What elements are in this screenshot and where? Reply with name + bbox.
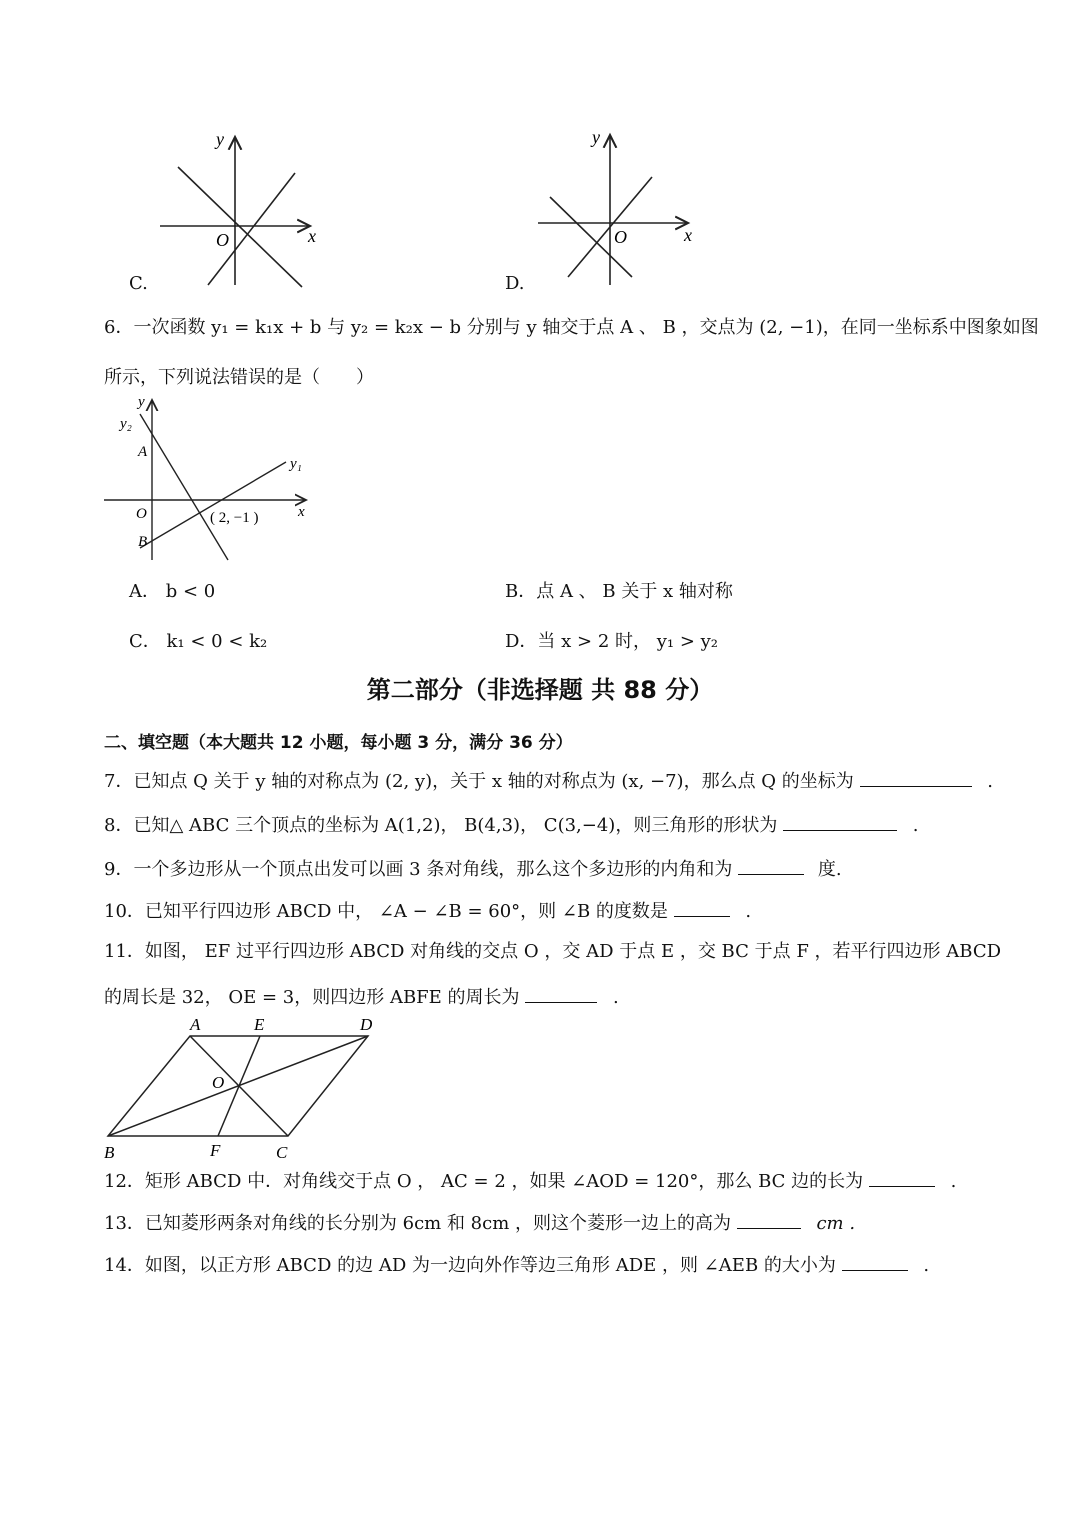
q7-text: 7．已知点 Q 关于 y 轴的对称点为 (2, y)，关于 x 轴的对称点为 (x, −7)，那么点 Q 的坐标为 — [104, 771, 854, 792]
q7-period: . — [987, 771, 993, 792]
q8-answer-blank[interactable] — [783, 812, 897, 831]
label-c: C — [276, 1143, 288, 1162]
option-c-label: C. — [129, 273, 148, 294]
q13 — [104, 1210, 855, 1236]
q12 — [104, 1168, 956, 1194]
q13-answer-blank[interactable] — [737, 1210, 801, 1229]
q8-text: 8．已知△ ABC 三个顶点的坐标为 A(1,2)， B(4,3)， C(3,−4)，则三角形的形状为 — [104, 815, 778, 836]
option-d-label: D. — [505, 273, 525, 294]
svg-text:x: x — [308, 226, 316, 246]
q6-y1-label: y₁ — [290, 456, 302, 472]
q13-unit: cm . — [816, 1213, 856, 1234]
segment-ef — [218, 1036, 260, 1136]
part2-title: 第二部分（非选择题 共 88 分） — [366, 676, 714, 704]
q12-text: 12．矩形 ABCD 中．对角线交于点 O ， AC = 2 ，如果 ∠AOD = 120°，那么 BC 边的长为 — [104, 1171, 864, 1192]
svg-text:x: x — [684, 225, 692, 245]
q9-answer-blank[interactable] — [738, 856, 804, 875]
graph-option-c — [150, 125, 330, 290]
q6-a-label: A — [138, 444, 148, 460]
q6-y2-label: y₂ — [120, 416, 132, 432]
svg-text:y: y — [216, 129, 224, 149]
q9-text: 9．一个多边形从一个顶点出发可以画 3 条对角线，那么这个多边形的内角和为 — [104, 859, 733, 880]
q9-unit: 度. — [817, 859, 842, 880]
q12-period: . — [950, 1171, 957, 1192]
q6-line1: 6．一次函数 y₁ = k₁x + b 与 y₂ = k₂x − b 分别与 y 轴交于点 A 、 B ，交点为 (2, −1)，在同一坐标系中图象如图 — [104, 317, 1039, 338]
q6-line2: 所示，下列说法错误的是（ ） — [104, 367, 374, 388]
q9 — [104, 856, 842, 882]
q6-option-b: B．点 A 、 B 关于 x 轴对称 — [505, 581, 733, 602]
q14 — [104, 1252, 929, 1278]
line-decreasing — [178, 167, 302, 287]
svg-text:y: y — [592, 127, 600, 147]
label-a: A — [190, 1015, 201, 1034]
q7 — [104, 768, 993, 794]
q11-text: 的周长是 32， OE = 3，则四边形 ABFE 的周长为 — [104, 987, 520, 1008]
section2-heading: 二、填空题（本大题共 12 小题，每小题 3 分，满分 36 分） — [104, 733, 573, 753]
parallelogram-figure — [100, 1010, 390, 1165]
q14-period: . — [923, 1255, 930, 1276]
q6-x-label: x — [298, 504, 305, 520]
q10 — [104, 898, 751, 924]
q8-period: . — [912, 815, 919, 836]
q11-answer-blank[interactable] — [525, 984, 597, 1003]
q7-answer-blank[interactable] — [860, 768, 972, 787]
q8 — [104, 812, 919, 838]
q11-period: . — [613, 987, 619, 1008]
q12-answer-blank[interactable] — [869, 1168, 935, 1187]
q10-answer-blank[interactable] — [674, 898, 730, 917]
q6-graph — [100, 392, 320, 562]
q6-option-d: D．当 x > 2 时， y₁ > y₂ — [505, 631, 719, 652]
q14-text: 14．如图，以正方形 ABCD 的边 AD 为一边向外作等边三角形 ADE ，则 ∠AEB 的大小为 — [104, 1255, 836, 1276]
q11-line2 — [104, 984, 619, 1010]
svg-text:O: O — [216, 230, 229, 250]
q6-point-label: ( 2, −1 ) — [210, 510, 259, 526]
label-f: F — [210, 1141, 221, 1160]
label-b: B — [104, 1143, 115, 1162]
q6-b-label: B — [138, 534, 148, 550]
q6-option-c: C． k₁ < 0 < k₂ — [129, 631, 268, 652]
label-e: E — [254, 1015, 265, 1034]
q6-option-a: A． b < 0 — [129, 581, 216, 602]
q10-period: . — [745, 901, 752, 922]
label-o: O — [212, 1073, 225, 1092]
svg-text:O: O — [614, 227, 627, 247]
q13-text: 13．已知菱形两条对角线的长分别为 6cm 和 8cm ，则这个菱形一边上的高为 — [104, 1213, 731, 1234]
q11-line1: 11．如图， EF 过平行四边形 ABCD 对角线的交点 O ，交 AD 于点 E ，交 BC 于点 F ，若平行四边形 ABCD — [104, 941, 1002, 962]
line-y2 — [140, 414, 228, 560]
graph-option-d — [528, 125, 708, 290]
q6-o-label: O — [136, 506, 147, 522]
q6-y-label: y — [138, 394, 145, 410]
q14-answer-blank[interactable] — [842, 1252, 908, 1271]
label-d: D — [360, 1015, 373, 1034]
q10-text: 10．已知平行四边形 ABCD 中， ∠A − ∠B = 60°，则 ∠B 的度数是 — [104, 901, 668, 922]
